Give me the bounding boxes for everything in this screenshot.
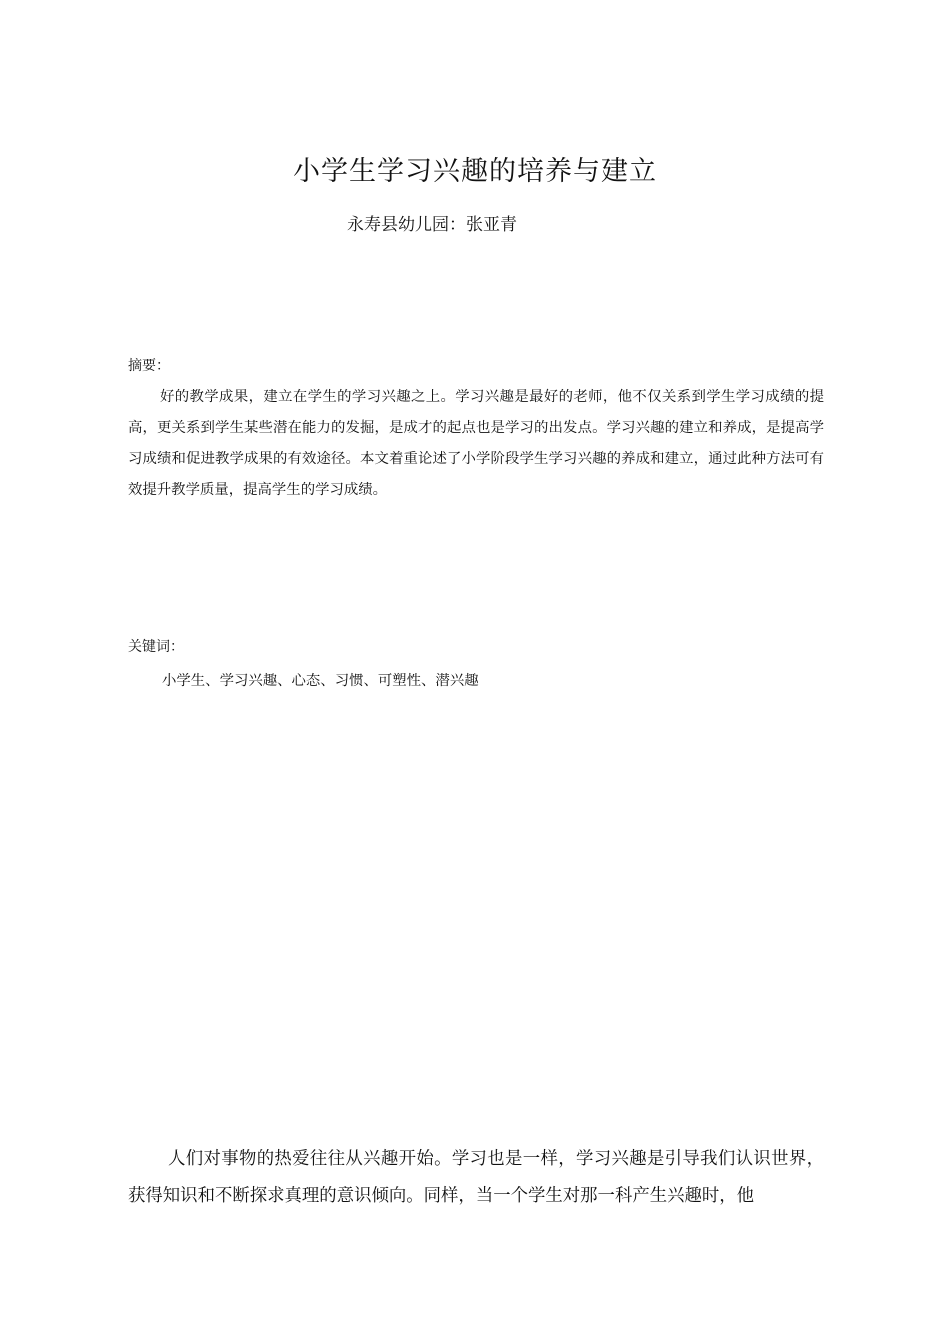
keywords-label: 关键词：: [128, 639, 184, 655]
document-title: 小学生学习兴趣的培养与建立: [293, 156, 657, 187]
author-line: 永寿县幼儿园：张亚青: [347, 215, 517, 235]
keywords-text: 小学生、学习兴趣、心态、习惯、可塑性、潜兴趣: [162, 673, 479, 689]
abstract-text: 好的教学成果，建立在学生的学习兴趣之上。学习兴趣是最好的老师，他不仅关系到学生学习成绩的提高，更关系到学生某些潜在能力的发掘，是成才的起点也是学习的出发点。学习兴趣的建立和养成，是提高学习成绩和促进教学成果的有效途径。本文着重论述了小学阶段学生学习兴趣的养成和建立，通过此种方法可有效提升教学质量，提高学生的学习成绩。: [128, 389, 824, 498]
body-paragraph: 人们对事物的热爱往往从兴趣开始。学习也是一样，学习兴趣是引导我们认识世界，获得知识和不断探求真理的意识倾向。同样，当一个学生对那一科产生兴趣时，他: [128, 1149, 824, 1206]
abstract-label: 摘要：: [128, 358, 170, 374]
